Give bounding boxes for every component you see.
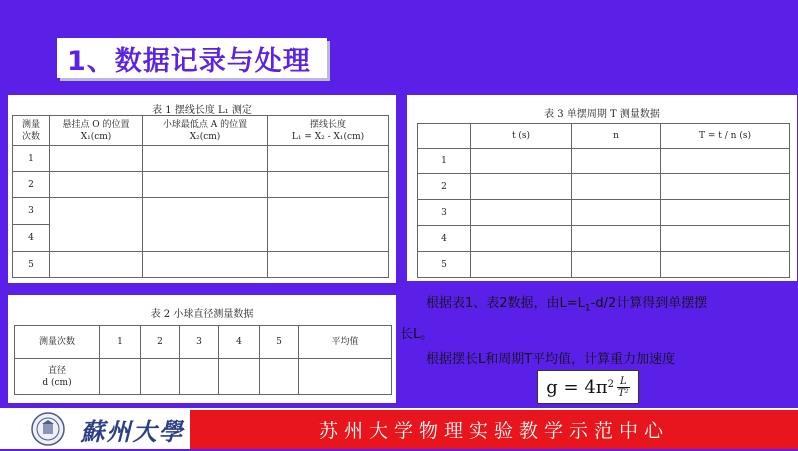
- table1-header-cell: [13, 116, 50, 146]
- footer-org-banner: 苏州大学物理实验教学示范中心: [190, 410, 798, 449]
- data-cell[interactable]: [50, 146, 143, 172]
- data-cell[interactable]: [143, 252, 268, 278]
- header-line: 小球最低点 A 的位置: [162, 119, 248, 130]
- table-row: [15, 359, 392, 395]
- table2-header-cell: 5: [260, 326, 299, 359]
- data-cell[interactable]: [471, 200, 572, 226]
- data-cell[interactable]: [268, 146, 389, 172]
- table2: [14, 325, 392, 395]
- row-index: 4: [13, 225, 50, 252]
- header-line: 次数: [21, 131, 40, 142]
- formula-fraction: [617, 376, 630, 399]
- table1-header-cell: [268, 116, 389, 146]
- label-line: 直径: [47, 365, 66, 376]
- row-index: 2: [418, 174, 471, 200]
- table2-header-cell: 平均值: [299, 326, 392, 359]
- row-index: 4: [418, 226, 471, 252]
- table2-row-label: [15, 359, 100, 395]
- formula-exponent: 2: [607, 378, 615, 390]
- table-row: [13, 146, 389, 172]
- table2-header-cell: 3: [180, 326, 219, 359]
- row-index: 5: [13, 252, 50, 278]
- data-cell[interactable]: [143, 198, 268, 252]
- table2-header-cell: 2: [141, 326, 180, 359]
- data-cell[interactable]: [572, 174, 661, 200]
- data-cell[interactable]: [268, 198, 389, 252]
- data-cell[interactable]: [471, 149, 572, 174]
- row-index: 1: [13, 146, 50, 172]
- header-line: X₁(cm): [80, 131, 112, 142]
- data-cell[interactable]: [143, 146, 268, 172]
- data-cell[interactable]: [471, 174, 572, 200]
- note-text: -d/2计算得到单摆摆: [590, 296, 708, 311]
- table-row: [13, 198, 389, 225]
- table1-caption: 表 1 摆线长度 L₁ 测定: [152, 105, 252, 116]
- label-line: d (cm): [42, 377, 72, 388]
- data-cell[interactable]: [572, 149, 661, 174]
- data-cell[interactable]: [471, 226, 572, 252]
- data-cell[interactable]: [471, 252, 572, 278]
- formula-denominator: T²: [618, 387, 629, 399]
- data-cell[interactable]: [141, 359, 180, 395]
- note-line-2: 根据摆长L和周期T平均值，计算重力加速度: [426, 351, 676, 367]
- slide-title: 1、数据记录与处理: [57, 38, 327, 78]
- data-cell[interactable]: [572, 226, 661, 252]
- table1-header-cell: [143, 116, 268, 146]
- data-cell[interactable]: [268, 172, 389, 198]
- table2-caption: 表 2 小球直径测量数据: [150, 309, 254, 320]
- table-row: [418, 252, 790, 278]
- data-cell[interactable]: [50, 252, 143, 278]
- table3-panel: [407, 95, 797, 281]
- header-line: L₁ = X₂ - X₁(cm): [291, 131, 365, 142]
- data-cell[interactable]: [100, 359, 141, 395]
- row-index: 3: [13, 198, 50, 225]
- note-line-1-cont: 长L。: [400, 326, 434, 342]
- note-text: 根据表1、表2数据，由L=L: [426, 296, 585, 311]
- data-cell[interactable]: [260, 359, 299, 395]
- note-line-1: [400, 291, 780, 322]
- header-line: 悬挂点 O 的位置: [62, 119, 130, 130]
- table3-header-cell: n: [572, 124, 661, 149]
- data-cell[interactable]: [572, 252, 661, 278]
- table3-header-cell: T = t / n (s): [661, 124, 790, 149]
- university-seal-icon: [26, 411, 70, 447]
- data-cell[interactable]: [572, 200, 661, 226]
- data-cell[interactable]: [661, 252, 790, 278]
- row-index: 2: [13, 172, 50, 198]
- table3-header-cell: [418, 124, 471, 149]
- data-cell[interactable]: [299, 359, 392, 395]
- data-cell[interactable]: [268, 252, 389, 278]
- data-cell[interactable]: [50, 198, 143, 252]
- table-row: [13, 252, 389, 278]
- data-cell[interactable]: [661, 149, 790, 174]
- university-calligraphy-logo: 蘇州大學: [80, 416, 185, 446]
- table3-header-cell: t (s): [471, 124, 572, 149]
- row-index: 3: [418, 200, 471, 226]
- header-line: 测量: [21, 119, 40, 130]
- formula-lhs: g = 4π: [546, 376, 608, 398]
- table-row: [13, 172, 389, 198]
- table1-header-cell: [50, 116, 143, 146]
- table1-panel: [8, 95, 396, 283]
- note-subscript: 1: [584, 303, 591, 314]
- table2-header-cell: 4: [219, 326, 260, 359]
- table2-header-cell: 测量次数: [15, 326, 100, 359]
- header-line: 摆线长度: [309, 119, 346, 130]
- formula-numerator: L: [620, 375, 627, 387]
- data-cell[interactable]: [180, 359, 219, 395]
- table3-header-row: [418, 124, 790, 149]
- data-cell[interactable]: [143, 172, 268, 198]
- table-row: [418, 174, 790, 200]
- table1: [12, 115, 389, 278]
- data-cell[interactable]: [219, 359, 260, 395]
- data-cell[interactable]: [661, 200, 790, 226]
- data-cell[interactable]: [661, 174, 790, 200]
- row-index: 5: [418, 252, 471, 278]
- table-row: [418, 149, 790, 174]
- table-row: [15, 326, 392, 359]
- table2-panel: [8, 295, 396, 403]
- table3: [417, 123, 790, 278]
- row-index: 1: [418, 149, 471, 174]
- table-row: [418, 200, 790, 226]
- table2-header-cell: 1: [100, 326, 141, 359]
- notes: [400, 291, 780, 372]
- header-line: X₂(cm): [189, 131, 221, 142]
- table3-caption: 表 3 单摆周期 T 测量数据: [544, 109, 660, 120]
- table1-header-row: [13, 116, 389, 146]
- table-row: [418, 226, 790, 252]
- data-cell[interactable]: [661, 226, 790, 252]
- gravity-formula: [537, 370, 639, 404]
- data-cell[interactable]: [50, 172, 143, 198]
